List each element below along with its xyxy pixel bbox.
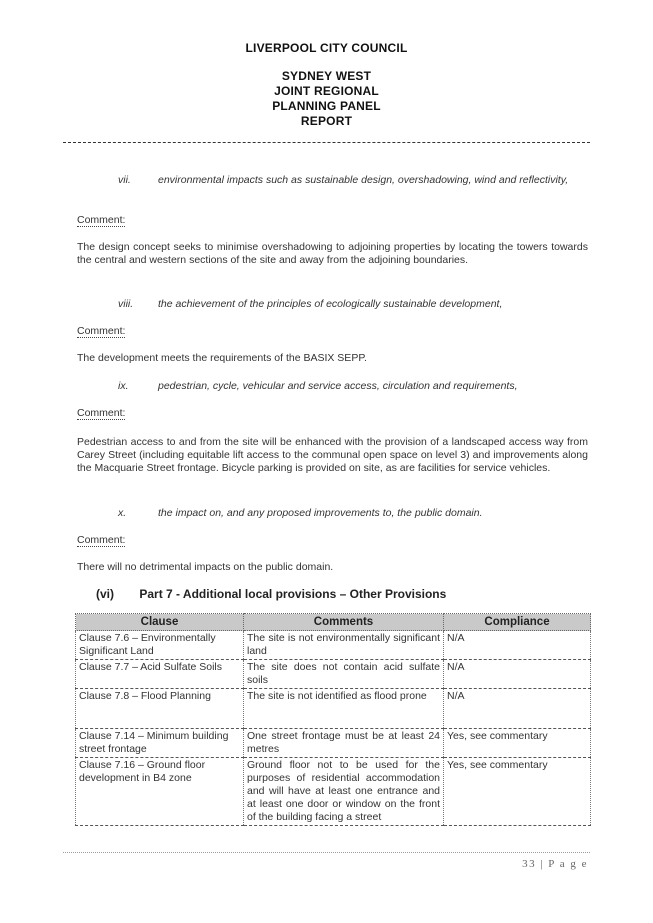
council-name: LIVERPOOL CITY COUNCIL <box>245 41 408 55</box>
criterion-number: ix. <box>118 380 129 392</box>
comment-label: Comment: <box>77 407 126 419</box>
report-title-line-4: REPORT <box>300 114 353 128</box>
compliance-cell: N/A <box>444 689 591 729</box>
comment-label: Comment: <box>77 325 126 337</box>
table-row <box>76 631 591 660</box>
compliance-cell: N/A <box>444 631 591 660</box>
comment-text: The development meets the requirements of the BASIX SEPP. <box>77 352 367 364</box>
report-title-line-3: PLANNING PANEL <box>272 99 381 113</box>
footer-divider <box>63 852 590 853</box>
table-row <box>76 758 591 826</box>
page-separator: | <box>540 858 545 870</box>
criterion-text: pedestrian, cycle, vehicular and service access, circulation and requirements, <box>158 380 518 392</box>
column-header-compliance: Compliance <box>444 614 591 631</box>
clause-cell: Clause 7.6 – Environmentally Significant Land <box>76 631 244 660</box>
table-row <box>76 689 591 729</box>
comment-cell: Ground floor not to be used for the purposes of residential accommodation and will have at least one entrance and at least one door or window on the front of the building facing a street <box>244 758 444 826</box>
comment-cell: The site is not environmentally significant land <box>244 631 444 660</box>
comment-text: The design concept seeks to minimise overshadowing to adjoining properties by locating the towers towards the central and western sections of the site and away from the adjoining boundaries. <box>77 241 588 266</box>
comment-label: Comment: <box>77 214 126 226</box>
criterion-number: x. <box>118 507 127 519</box>
page-label: P a g e <box>548 858 588 870</box>
comment-cell: One street frontage must be at least 24 metres <box>244 729 444 758</box>
provisions-table <box>75 613 591 826</box>
criterion-text: environmental impacts such as sustainable design, overshadowing, wind and reflectivity, <box>158 174 569 186</box>
comment-cell: The site is not identified as flood prone <box>244 689 444 729</box>
column-header-comments: Comments <box>244 614 444 631</box>
table-row <box>76 660 591 689</box>
table-row <box>76 729 591 758</box>
criterion-item <box>118 298 588 312</box>
comment-text: There will no detrimental impacts on the public domain. <box>77 561 334 573</box>
clause-cell: Clause 7.14 – Minimum building street frontage <box>76 729 244 758</box>
report-title-line-2: JOINT REGIONAL <box>274 84 379 98</box>
header-divider <box>63 142 590 143</box>
comment-text: Pedestrian access to and from the site will be enhanced with the provision of a landscaped access way from Carey Street (including equitable lift access to the communal open space on level 3) and improvements along the Macquarie Street frontage. Bicycle parking is provided on site, as are facilities for service vehicles. <box>77 436 588 474</box>
criterion-item <box>118 380 588 394</box>
section-title: Part 7 - Additional local provisions – Other Provisions <box>139 587 447 601</box>
criterion-text: the achievement of the principles of ecologically sustainable development, <box>158 298 503 310</box>
table-header-row <box>76 614 591 631</box>
criterion-number: vii. <box>118 174 131 186</box>
compliance-cell: N/A <box>444 660 591 689</box>
criterion-item <box>118 174 588 202</box>
comment-cell: The site does not contain acid sulfate soils <box>244 660 444 689</box>
clause-cell: Clause 7.16 – Ground floor development in B4 zone <box>76 758 244 826</box>
criterion-item <box>118 507 588 521</box>
section-heading <box>96 587 446 601</box>
clause-cell: Clause 7.7 – Acid Sulfate Soils <box>76 660 244 689</box>
section-number: (vi) <box>96 587 114 601</box>
column-header-clause: Clause <box>76 614 244 631</box>
compliance-cell: Yes, see commentary <box>444 758 591 826</box>
criterion-number: viii. <box>118 298 134 310</box>
page-footer <box>522 858 588 870</box>
comment-label: Comment: <box>77 534 126 546</box>
report-title-line-1: SYDNEY WEST <box>281 69 372 83</box>
compliance-cell: Yes, see commentary <box>444 729 591 758</box>
page-number: 33 <box>522 858 537 870</box>
clause-cell: Clause 7.8 – Flood Planning <box>76 689 244 729</box>
criterion-text: the impact on, and any proposed improvements to, the public domain. <box>158 507 483 519</box>
